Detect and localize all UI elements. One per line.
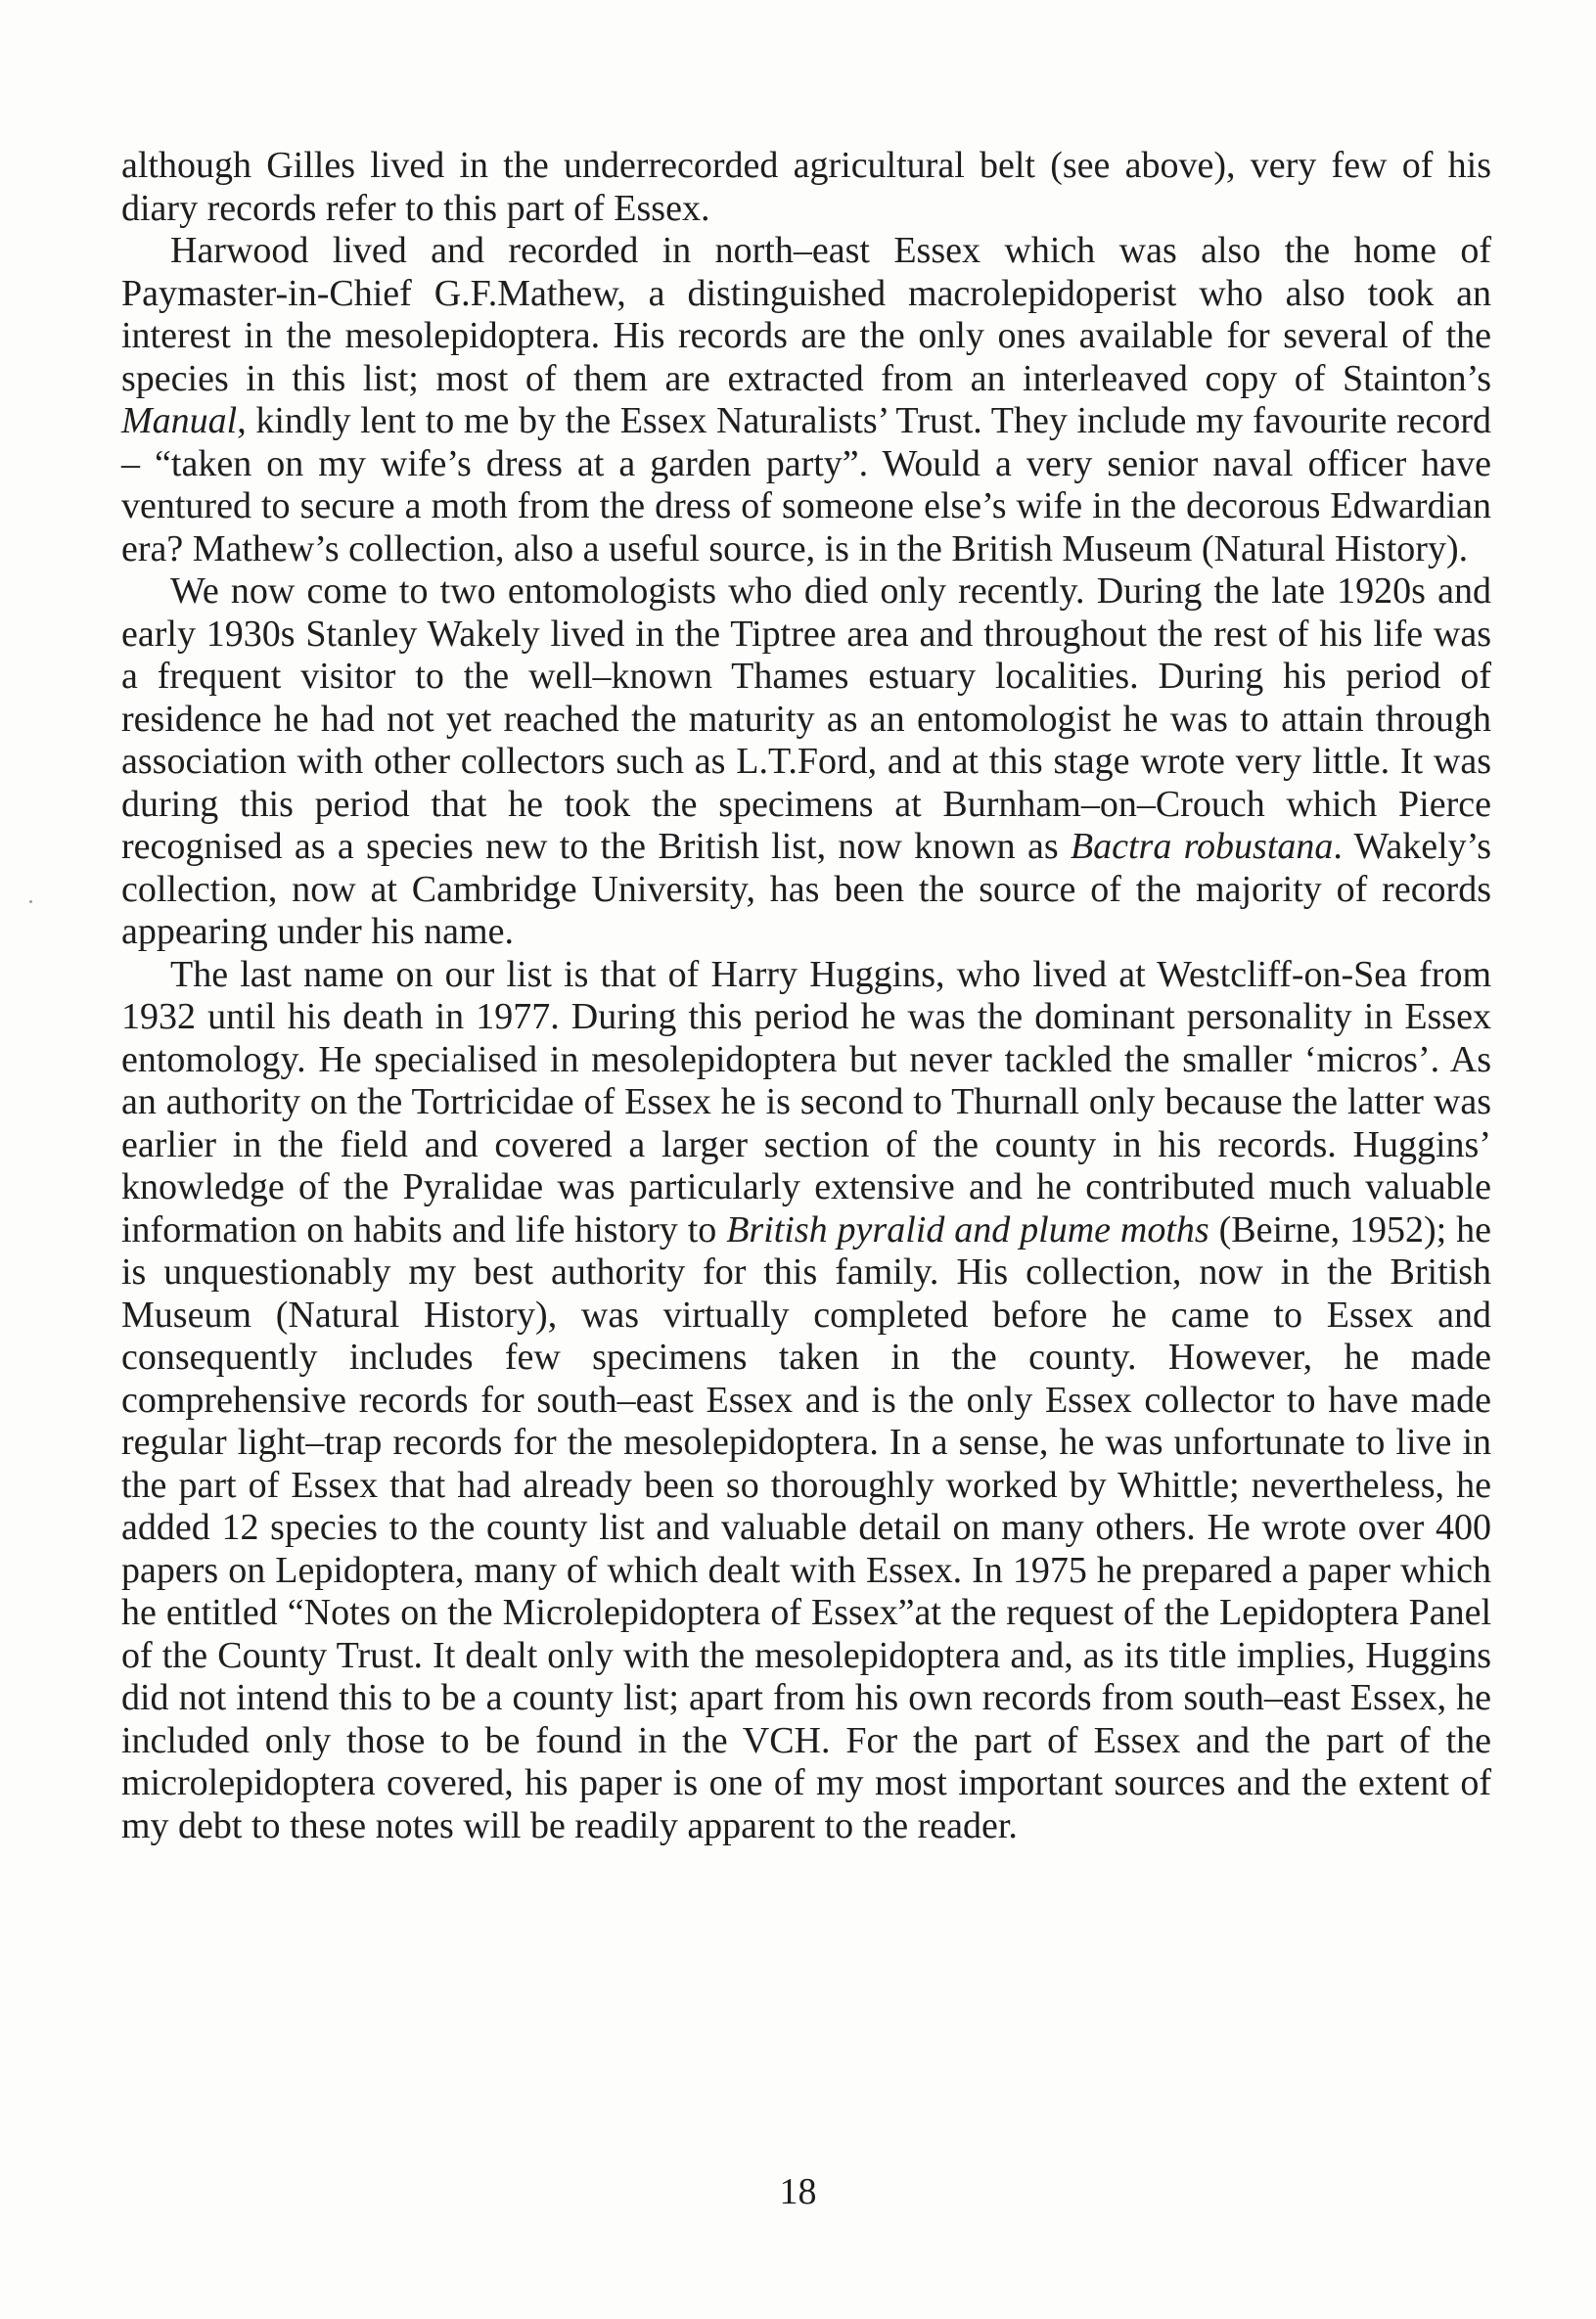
text-run: Harwood lived and recorded in north–east Essex which was also the home of Paymaster-in-Chief G.F.Mathew, a distinguished macrolepidoperist who also took an interest in the mesolepidoptera. His records are the only ones available for several of the species in this list; most of them are extracted from an interleaved copy of Stainton’s	[121, 230, 1491, 399]
paragraph	[121, 230, 1491, 570]
text-run: although Gilles lived in the underrecorded agricultural belt (see above), very few of his diary records refer to this part of Essex.	[121, 145, 1491, 229]
text-run: The last name on our list is that of Harry Huggins, who lived at Westcliff-on-Sea from 1932 until his death in 1977. During this period he was the dominant personality in Essex entomology. He specialised in mesolepidoptera but never tackled the smaller ‘micros’. As an authority on the Tortricidae of Essex he is second to Thurnall only because the latter was earlier in the field and covered a larger section of the county in his records. Huggins’ knowledge of the Pyralidae was particularly extensive and he contributed much valuable information on habits and life history to	[121, 953, 1491, 1250]
paragraph	[121, 570, 1491, 954]
text-run: , kindly lent to me by the Essex Naturalists’ Trust. They include my favourite record – “taken on my wife’s dress at a garden party”. Would a very senior naval officer have ventured to secure a moth from the dress of someone else’s wife in the decorous Edwardian era? Mathew’s collection, also a useful source, is in the British Museum (Natural History).	[121, 400, 1491, 569]
italic-title: British pyralid and plume moths	[726, 1208, 1209, 1250]
italic-title: Bactra robustana	[1070, 826, 1334, 867]
text-run: . Wakely’s collection, now at Cambridge University, has been the source of the majority of records appearing under his name.	[121, 826, 1491, 952]
body-text	[121, 145, 1491, 1847]
italic-title: Manual	[121, 400, 238, 441]
scan-speck	[29, 900, 32, 903]
page-number: 18	[779, 2171, 817, 2212]
text-run: (Beirne, 1952); he is unquestionably my best authority for this family. His collection, now in the British Museum (Natural History), was virtually completed before he came to Essex and consequently includes few specimens taken in the county. However, he made comprehensive records for south–east Essex and is the only Essex collector to have made regular light–trap records for the mesolepidoptera. In a sense, he was unfortunate to live in the part of Essex that had already been so thoroughly worked by Whittle; nevertheless, he added 12 species to the county list and valuable detail on many others. He wrote over 400 papers on Lepidoptera, many of which dealt with Essex. In 1975 he prepared a paper which he entitled “Notes on the Microlepidoptera of Essex”at the request of the Lepidoptera Panel of the County Trust. It dealt only with the mesolepidoptera and, as its title implies, Huggins did not intend this to be a county list; apart from his own records from south–east Essex, he included only those to be found in the VCH. For the part of Essex and the part of the microlepidoptera covered, his paper is one of my most important sources and the extent of my debt to these notes will be readily apparent to the reader.	[121, 1208, 1491, 1846]
paragraph	[121, 954, 1491, 1848]
paragraph	[121, 145, 1491, 230]
text-run: We now come to two entomologists who died only recently. During the late 1920s and early 1930s Stanley Wakely lived in the Tiptree area and throughout the rest of his life was a frequent visitor to the well–known Thames estuary localities. During his period of residence he had not yet reached the maturity as an entomologist he was to attain through association with other collectors such as L.T.Ford, and at this stage wrote very little. It was during this period that he took the specimens at Burnham–on–Crouch which Pierce recognised as a species new to the British list, now known as	[121, 570, 1491, 867]
